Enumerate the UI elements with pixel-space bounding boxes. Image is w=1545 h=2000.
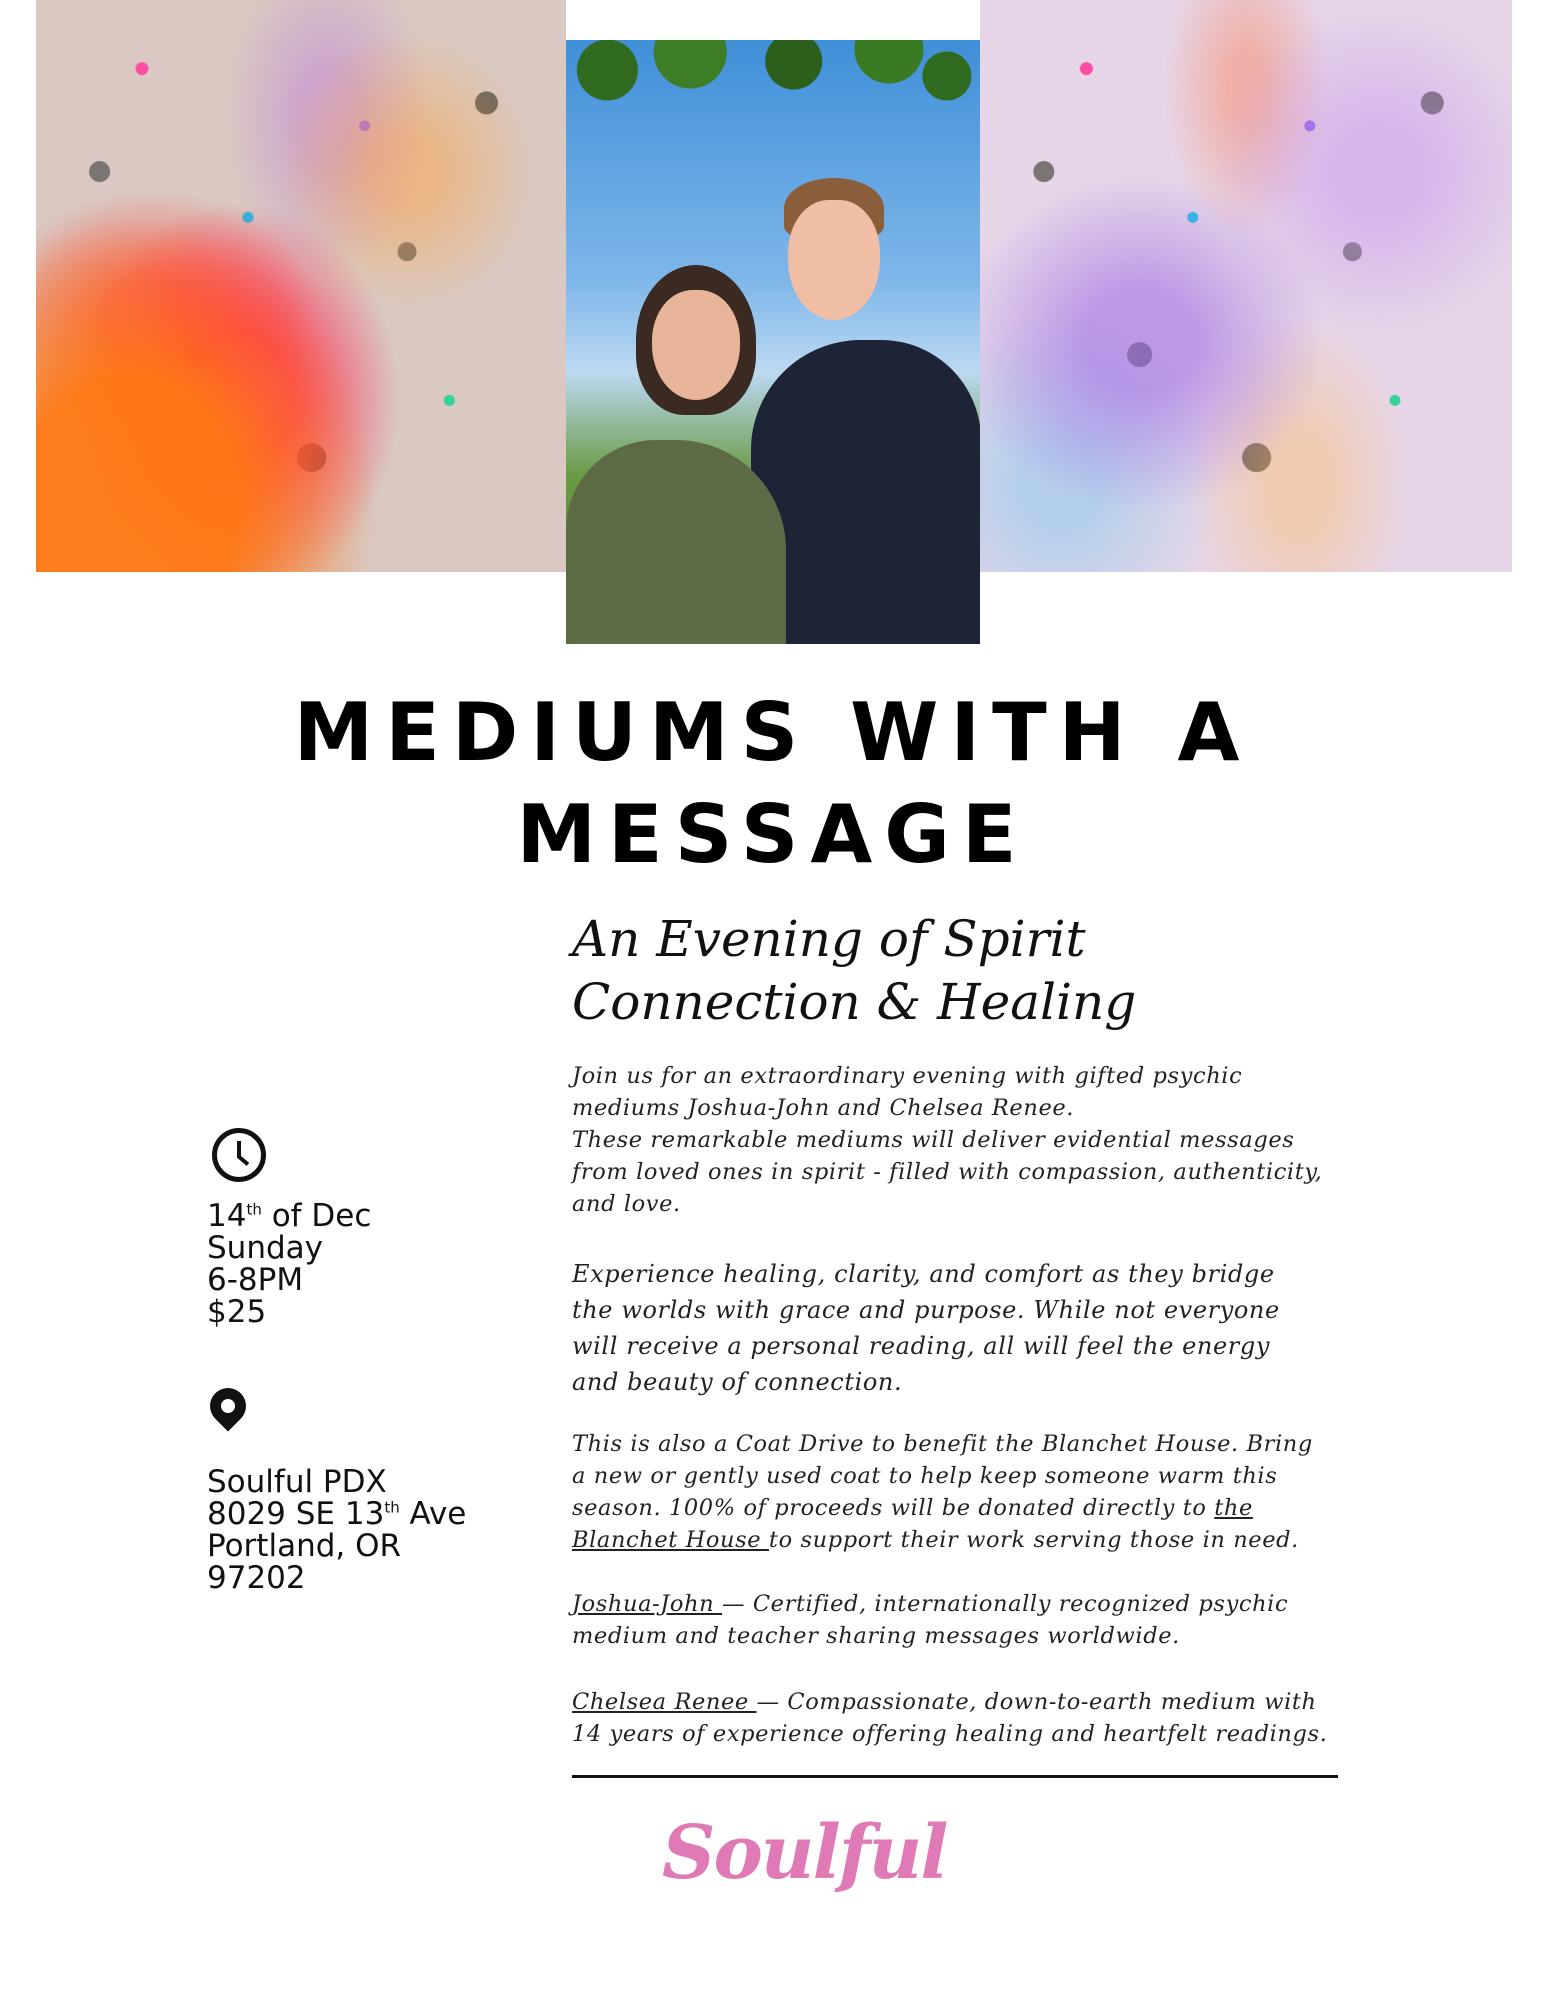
intro-line: from loved ones in spirit - filled with compassion, authenticity, xyxy=(572,1159,1323,1185)
soulful-logo: Soulful xyxy=(662,1810,947,1896)
intro-paragraph xyxy=(572,1060,1352,1220)
date-month: of Dec xyxy=(261,1198,372,1234)
subtitle-line-1: An Evening of Spirit xyxy=(572,910,1086,968)
tree-foliage xyxy=(566,40,980,190)
joshua-bio xyxy=(572,1588,1352,1652)
event-day: Sunday xyxy=(207,1230,323,1266)
experience-line: will receive a personal reading, all will feel the energy xyxy=(572,1332,1270,1360)
man-face xyxy=(788,200,880,320)
event-date xyxy=(207,1200,507,1232)
intro-line: Join us for an extraordinary evening with gifted psychic xyxy=(572,1063,1243,1089)
event-location xyxy=(207,1466,507,1594)
divider-line xyxy=(572,1775,1338,1778)
chelsea-bio-line: 14 years of experience offering healing and heartfelt readings. xyxy=(572,1721,1328,1747)
joshua-bio-text: — Certified, internationally recognized psychic xyxy=(722,1591,1289,1617)
venue-name: Soulful PDX xyxy=(207,1464,387,1500)
street-suffix: th xyxy=(384,1498,400,1517)
coat-drive-paragraph xyxy=(572,1428,1352,1556)
experience-paragraph xyxy=(572,1256,1352,1400)
mediums-portrait-photo xyxy=(566,40,980,644)
street-type: Ave xyxy=(399,1496,467,1532)
coat-drive-line: a new or gently used coat to help keep someone warm this xyxy=(572,1463,1278,1489)
intro-line: and love. xyxy=(572,1191,681,1217)
joshua-bio-line xyxy=(572,1588,1352,1620)
joshua-bio-line: medium and teacher sharing messages worldwide. xyxy=(572,1623,1180,1649)
woman-face xyxy=(652,290,740,400)
subtitle-line-2: Connection & Healing xyxy=(572,973,1137,1031)
colorful-powder-texture-left xyxy=(36,0,566,572)
location-pin-icon xyxy=(203,1381,254,1432)
experience-line: Experience healing, clarity, and comfort as they bridge xyxy=(572,1260,1275,1288)
intro-line: These remarkable mediums will deliver evidential messages xyxy=(572,1127,1295,1153)
event-details xyxy=(207,1200,507,1328)
chelsea-bio-line xyxy=(572,1686,1352,1718)
event-price: $25 xyxy=(207,1294,267,1330)
colorful-powder-texture-right xyxy=(980,0,1512,572)
blanchet-house-link-cont[interactable]: Blanchet House xyxy=(572,1527,769,1553)
event-title-line-2: MESSAGE xyxy=(516,788,1029,881)
event-time: 6-8PM xyxy=(207,1262,304,1298)
chelsea-bio-text: — Compassionate, down-to-earth medium with xyxy=(756,1689,1317,1715)
event-subtitle xyxy=(572,908,1352,1034)
experience-line: and beauty of connection. xyxy=(572,1368,903,1396)
city-state: Portland, OR xyxy=(207,1528,402,1564)
chelsea-renee-link[interactable]: Chelsea Renee xyxy=(572,1689,757,1715)
coat-drive-line xyxy=(572,1524,1352,1556)
date-number: 14 xyxy=(207,1198,247,1234)
street-address xyxy=(207,1498,507,1530)
coat-drive-text: season. 100% of proceeds will be donated directly to xyxy=(572,1495,1215,1521)
woman-figure xyxy=(566,440,786,644)
joshua-john-link[interactable]: Joshua-John xyxy=(572,1591,723,1617)
experience-line: the worlds with grace and purpose. While not everyone xyxy=(572,1296,1280,1324)
blanchet-house-link[interactable]: the xyxy=(1214,1495,1253,1521)
coat-drive-line xyxy=(572,1492,1352,1524)
street-number: 8029 SE 13 xyxy=(207,1496,385,1532)
event-title-line-1: MEDIUMS WITH A xyxy=(293,686,1252,779)
zip-code: 97202 xyxy=(207,1560,306,1596)
event-title xyxy=(0,682,1545,886)
coat-drive-line: This is also a Coat Drive to benefit the Blanchet House. Bring xyxy=(572,1431,1313,1457)
chelsea-bio xyxy=(572,1686,1352,1750)
clock-icon xyxy=(212,1128,266,1182)
intro-line: mediums Joshua-John and Chelsea Renee. xyxy=(572,1095,1075,1121)
date-suffix: th xyxy=(246,1200,262,1219)
coat-drive-text: to support their work serving those in need. xyxy=(768,1527,1299,1553)
